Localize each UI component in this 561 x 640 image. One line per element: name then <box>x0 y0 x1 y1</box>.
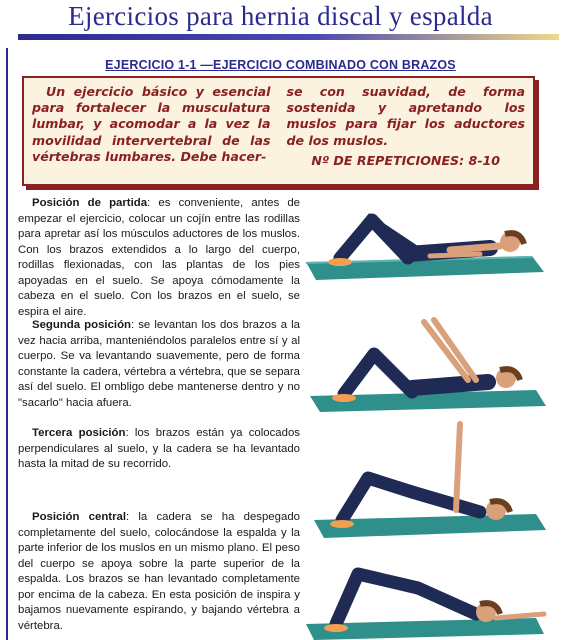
repetitions-label: Nº DE REPETICIONES: 8-10 <box>311 152 501 168</box>
intro-box <box>22 76 535 186</box>
section-body: : se levantan los dos brazos a la vez hacia arriba, manteniéndolos paralelos entre sí y al cuerpo. Se va levantando suavemente, pero de forma constante la cadera, vértebra a vértebra, que se separa así del suelo. El ombligo debe mantenerse dentro y no "sacarlo" hacia afuera. <box>18 319 300 409</box>
left-margin-rule <box>6 48 8 640</box>
section-heading: Posición central <box>32 511 127 523</box>
intro-columns <box>32 84 525 169</box>
photo-central-position <box>300 552 550 640</box>
intro-text-1: Un ejercicio básico y esencial para fortalecer la musculatura lumbar, y acomodar a la vez la movilidad intervertebral de las vértebras lumbares. Debe hacer- <box>32 84 271 164</box>
section-body: : los brazos están ya colocados perpendiculares al suelo, y la cadera se ha levantado hasta la mitad de su recorrido. <box>18 427 300 470</box>
exercise-subtitle-text: EJERCICIO 1-1 —EJERCICIO COMBINADO CON BRAZOS <box>105 58 456 72</box>
page-title: Ejercicios para hernia discal y espalda <box>68 1 493 31</box>
intro-text-2: se con suavidad, de forma sostenida y apretando los muslos para fijar los aductores de los muslos. <box>286 84 525 148</box>
section-central-position <box>18 510 300 634</box>
exercise-subtitle <box>20 58 541 72</box>
section-heading: Tercera posición <box>32 427 126 439</box>
intro-column-1 <box>32 84 271 169</box>
intro-column-2 <box>287 84 526 169</box>
section-second-position <box>18 318 300 411</box>
section-third-position <box>18 426 300 473</box>
photo-third-position <box>300 416 550 540</box>
section-heading: Segunda posición <box>32 319 131 331</box>
section-body: : la cadera se ha despegado completamente del suelo, colocándose la espalda y la parte inferior de los muslos en un mismo plano. El peso del cuerpo se apoya sobre la parte superior de la espalda. Los brazos se han levantado completamente por encima de la cabeza. En esta posición de inspira y bajamos nuevamente espirando, y bajando vértebra a vértebra. <box>18 511 300 632</box>
photo-second-position <box>300 308 550 414</box>
title-underline-bar <box>18 34 559 40</box>
section-heading: Posición de partida <box>32 197 148 209</box>
section-body: : es conveniente, antes de empezar el ejercicio, colocar un cojín entre las rodillas para apretar así los músculos aductores de los muslos. Con los brazos extendidos a lo largo del cuerpo, rodillas flexionadas, con las plantas de los pies apoyadas en el suelo. Se apoya cómodamente la cabeza en el suelo. Con los brazos en el suelo, se espira el aire. <box>18 197 301 318</box>
photo-starting-position <box>300 192 550 284</box>
section-starting-position <box>18 196 300 320</box>
